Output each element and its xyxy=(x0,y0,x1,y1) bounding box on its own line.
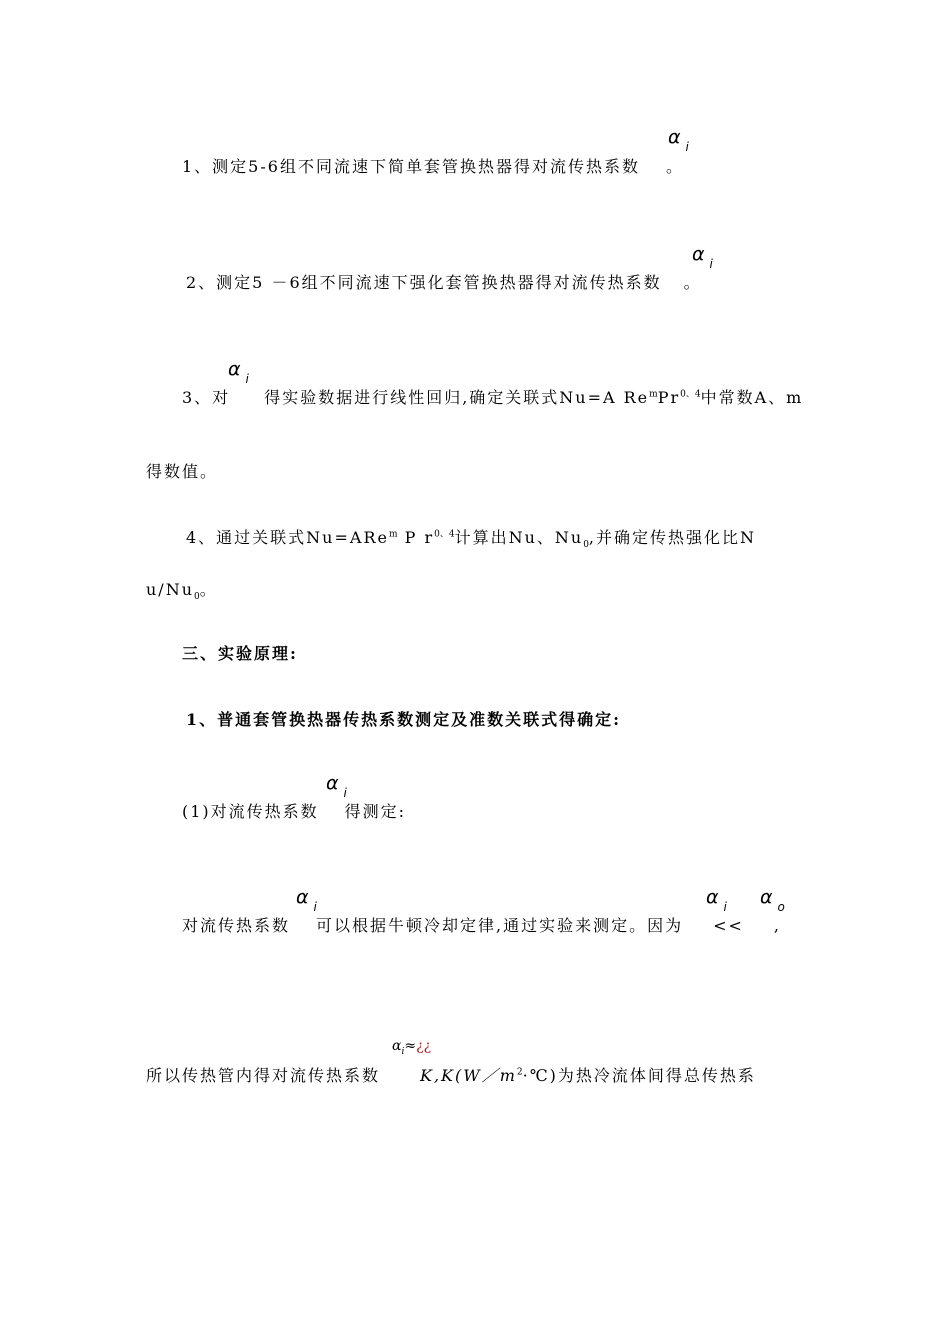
objective-item-2: 2、测定5 －6组不同流速下强化套管换热器得对流传热系数 。 xyxy=(186,273,702,292)
alpha-i-symbol: α $_i$ xyxy=(296,886,317,914)
principle-paragraph-1: 对流传热系数 可以根据牛顿冷却定律,通过实验来测定。因为 << , xyxy=(182,916,782,935)
alpha-i-symbol: α $_i$ xyxy=(706,886,727,914)
objective-item-4-continued: $u/Nu_0$。 xyxy=(146,580,218,603)
objective-item-3: 3、对 得实验数据进行线性回归,确定关联式Nu=A $Re^mPr^{0、4}$中常数A、m xyxy=(182,388,804,407)
principle-paragraph-2: 所以传热管内得对流传热系数 $K,K(W/m^2\cdot℃)$为热冷流体间得总传热系 xyxy=(146,1066,756,1085)
alpha-i-symbol: α $_i$ xyxy=(668,126,689,154)
alpha-i-symbol: α $_i$ xyxy=(326,772,347,800)
alpha-o-symbol: α $_o$ xyxy=(760,886,785,914)
part-1-title: (1)对流传热系数 得测定: xyxy=(182,802,407,821)
objective-item-4: 4、通过关联式Nu=ARe$^m$ P $r^{0、4}$计算出Nu、$Nu_0$,并确定传热强化比N xyxy=(186,528,757,551)
alpha-approx-expression: $\alpha_i\approx¿¿$ xyxy=(392,1038,432,1057)
alpha-i-symbol: α $_i$ xyxy=(692,243,713,271)
section-heading: 三、实验原理: xyxy=(182,644,298,663)
objective-item-1: 1、测定5-6组不同流速下简单套管换热器得对流传热系数 。 xyxy=(182,157,684,176)
alpha-i-symbol: α $_i$ xyxy=(228,358,249,386)
objective-item-3-continued: 得数值。 xyxy=(146,462,219,481)
subsection-heading: 1、普通套管换热器传热系数测定及准数关联式得确定: xyxy=(186,710,622,729)
